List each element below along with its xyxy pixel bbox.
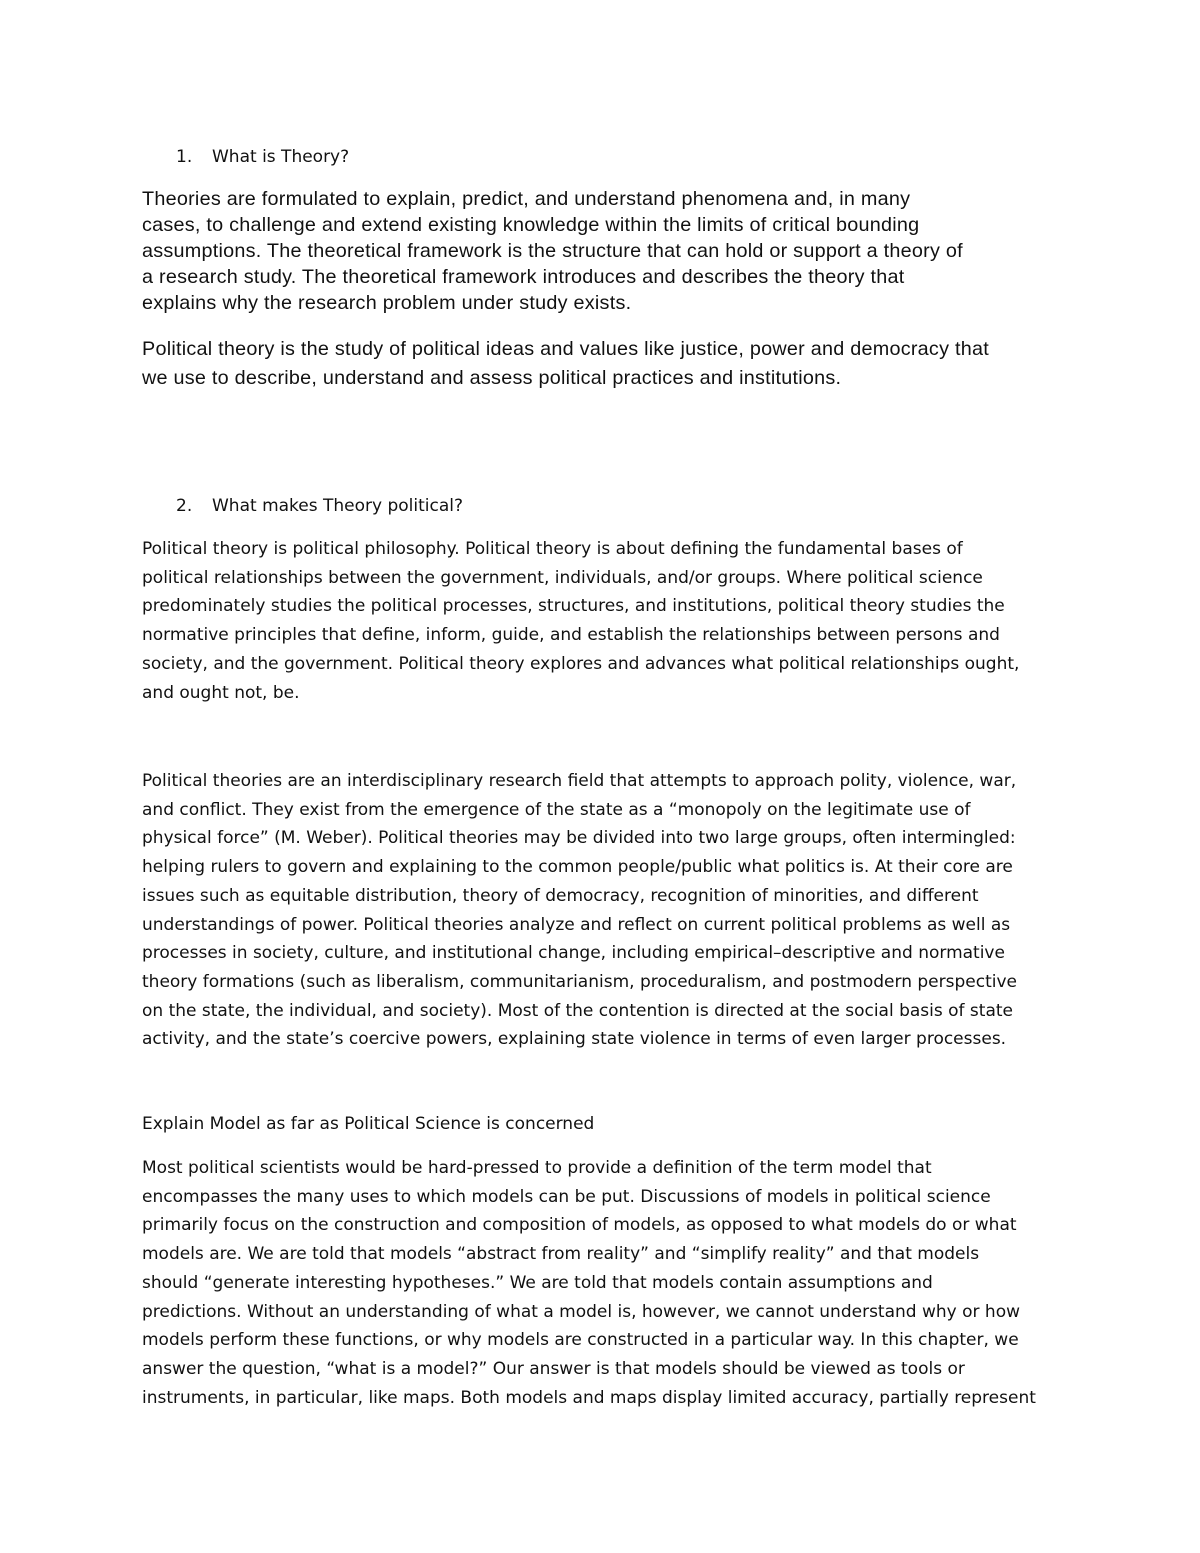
paragraph-line: political relationships between the government, individuals, and/or groups. Where political science [142, 567, 983, 588]
paragraph-line: models are. We are told that models “abstract from reality” and “simplify reality” and that models [142, 1244, 980, 1265]
paragraph-line: models perform these functions, or why models are constructed in a particular way. In this chapter, we [142, 1330, 1019, 1351]
section-1-paragraph-1 [142, 186, 1062, 316]
section-1-number: 1. [176, 147, 193, 167]
section-2-heading [176, 495, 463, 517]
paragraph-line: a research study. The theoretical framework introduces and describes the theory that [142, 266, 905, 288]
section-2-title: What makes Theory political? [212, 496, 464, 516]
paragraph-line: helping rulers to govern and explaining to the common people/public what politics is. At their core are [142, 857, 1013, 878]
paragraph-line: Most political scientists would be hard-pressed to provide a definition of the term model that [142, 1158, 932, 1178]
paragraph-line: predominately studies the political processes, structures, and institutions, political theory studies the [142, 596, 1005, 617]
section-3-heading: Explain Model as far as Political Science is concerned [142, 1114, 595, 1134]
section-1-paragraph-2 [142, 335, 1062, 393]
paragraph-line: Political theory is the study of political ideas and values like justice, power and democracy that [142, 338, 989, 360]
paragraph-line: issues such as equitable distribution, theory of democracy, recognition of minorities, and different [142, 885, 979, 906]
paragraph-line: assumptions. The theoretical framework is the structure that can hold or support a theory of [142, 240, 963, 262]
section-2-paragraph-1 [142, 535, 1062, 707]
paragraph-line: Theories are formulated to explain, predict, and understand phenomena and, in many [142, 188, 911, 210]
paragraph-line: predictions. Without an understanding of what a model is, however, we cannot understand why or how [142, 1301, 1020, 1322]
paragraph-line: answer the question, “what is a model?” Our answer is that models should be viewed as tools or [142, 1358, 965, 1379]
paragraph-line: society, and the government. Political theory explores and advances what political relationships ought, [142, 653, 1020, 674]
section-3-paragraph-1 [142, 1154, 1062, 1412]
paragraph-line: theory formations (such as liberalism, communitarianism, proceduralism, and postmodern perspective [142, 971, 1017, 992]
section-1-title: What is Theory? [212, 147, 350, 167]
paragraph-line: Political theory is political philosophy. Political theory is about defining the fundamental bases of [142, 539, 963, 559]
paragraph-line: processes in society, culture, and institutional change, including empirical–descriptive and normative [142, 943, 1005, 964]
section-2-paragraph-2 [142, 767, 1062, 1054]
section-1-heading [176, 146, 349, 168]
paragraph-line: instruments, in particular, like maps. Both models and maps display limited accuracy, partially represent [142, 1387, 1036, 1408]
paragraph-line: primarily focus on the construction and composition of models, as opposed to what models do or what [142, 1215, 1017, 1236]
paragraph-line: and conflict. They exist from the emergence of the state as a “monopoly on the legitimate use of [142, 799, 971, 820]
paragraph-line: on the state, the individual, and society). Most of the contention is directed at the social basis of state [142, 1000, 1013, 1021]
paragraph-line: Political theories are an interdisciplinary research field that attempts to approach polity, violence, war, [142, 771, 1017, 791]
paragraph-line: should “generate interesting hypotheses.” We are told that models contain assumptions and [142, 1272, 933, 1293]
paragraph-line: activity, and the state’s coercive powers, explaining state violence in terms of even larger processes. [142, 1029, 1007, 1050]
paragraph-line: normative principles that define, inform, guide, and establish the relationships between persons and [142, 625, 1000, 646]
paragraph-line: cases, to challenge and extend existing knowledge within the limits of critical bounding [142, 214, 920, 236]
paragraph-line: we use to describe, understand and assess political practices and institutions. [142, 367, 842, 389]
section-2-number: 2. [176, 496, 193, 516]
paragraph-line: understandings of power. Political theories analyze and reflect on current political problems as well as [142, 914, 1011, 935]
paragraph-line: encompasses the many uses to which models can be put. Discussions of models in political science [142, 1186, 991, 1207]
paragraph-line: and ought not, be. [142, 682, 300, 703]
paragraph-line: explains why the research problem under study exists. [142, 292, 632, 314]
paragraph-line: physical force” (M. Weber). Political theories may be divided into two large groups, often intermingled: [142, 828, 1016, 849]
